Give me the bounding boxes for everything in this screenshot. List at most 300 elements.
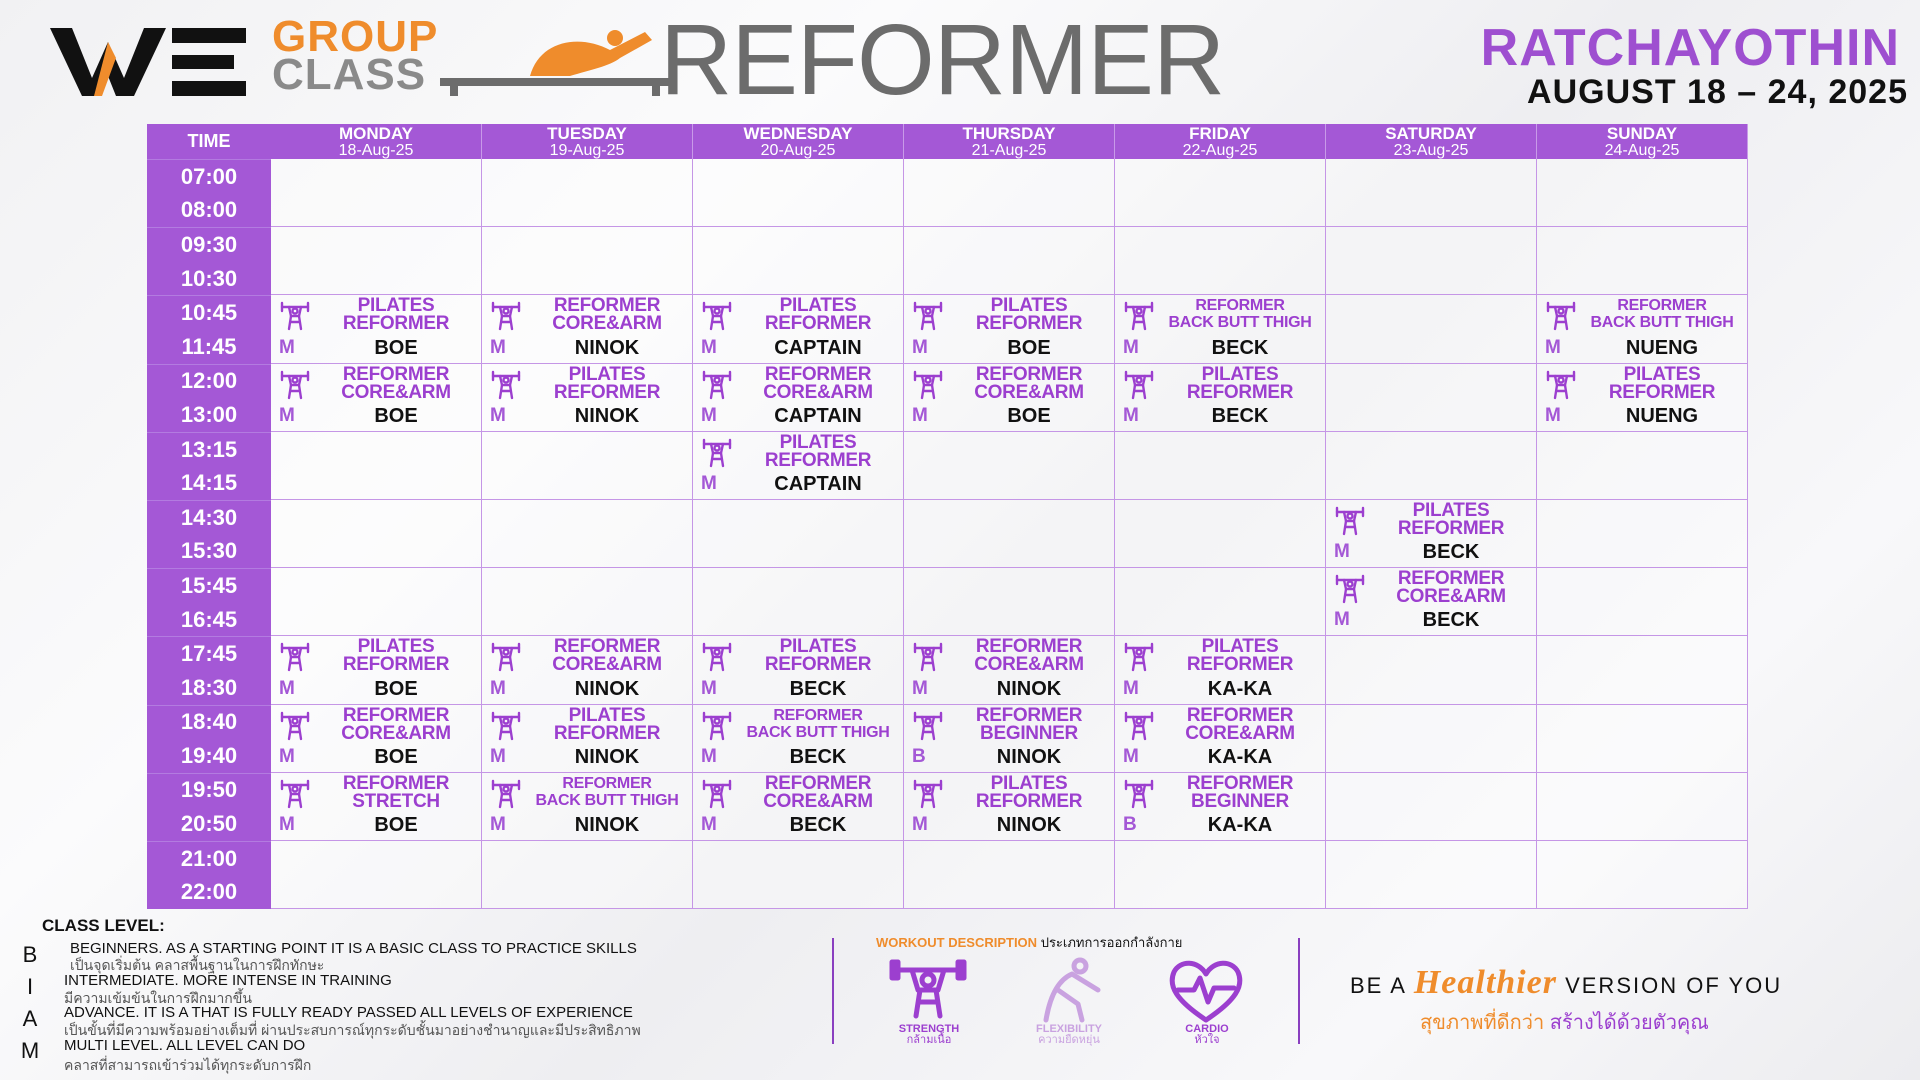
class-name-line2: BACK BUTT THIGH [1590,314,1734,332]
time-slot [147,773,271,841]
class-level: M [490,404,506,426]
class-entry[interactable] [271,705,481,772]
instructor-name: BOE [374,745,418,768]
slogan-highlight: Healthier [1413,964,1557,1001]
time-end: 14:15 [180,470,238,496]
strength-icon [912,642,944,674]
instructor-name: NINOK [574,404,640,427]
level-desc-a: ADVANCE. IT IS A THAT IS FULLY READY PASSED ALL LEVELS OF EXPERIENCE [64,1004,633,1021]
class-level: M [701,813,717,835]
instructor-name: KA-KA [1207,745,1273,768]
class-entry[interactable] [693,364,903,431]
day-name: MONDAY [339,124,413,143]
class-entry[interactable] [1115,773,1325,840]
schedule-cell [482,295,693,363]
time-slot [147,432,271,500]
class-name [1155,363,1325,403]
class-name-line2: CORE&ARM [1396,586,1506,608]
class-entry[interactable] [1115,636,1325,703]
schedule-cell [271,636,482,704]
class-name [1155,297,1325,331]
cardio-label-th: หัวใจ [1194,1034,1220,1046]
time-slot [147,364,271,432]
time-slot [147,568,271,636]
class-entry[interactable] [1537,364,1747,431]
schedule-cell [693,432,904,500]
level-desc-i-th: มีความเข้มข้นในการฝึกมากขึ้น [64,990,252,1006]
class-entry[interactable] [693,432,903,499]
class-name [522,297,692,333]
class-entry[interactable] [904,773,1114,840]
class-name-line2: BEGINNER [1191,790,1289,812]
class-name [944,638,1114,674]
time-start: 09:30 [180,231,238,257]
instructor-name: NUENG [1625,336,1699,359]
day-date: 18-Aug-25 [338,142,414,159]
class-entry[interactable] [1115,705,1325,772]
strength-label-en: STRENGTH [898,1023,960,1035]
group-word: GROUP [272,12,439,61]
time-slot [147,159,271,227]
schedule-cell [904,227,1115,295]
strength-icon [701,438,733,470]
schedule-cell [482,500,693,568]
class-name [733,638,903,674]
level-letter-a: A [22,1006,38,1031]
day-date: 22-Aug-25 [1182,142,1258,159]
schedule-cell [482,773,693,841]
class-entry[interactable] [693,773,903,840]
class-name [944,704,1114,744]
strength-icon [701,370,733,402]
class-entry[interactable] [271,364,481,431]
time-end: 19:40 [180,742,238,768]
flexibility-icon [1028,956,1108,1026]
schedule-cell [1115,364,1326,432]
schedule-cell [482,636,693,704]
slogan-pre: BE A [1350,973,1406,998]
day-date: 23-Aug-25 [1393,142,1469,159]
schedule-cell [904,500,1115,568]
class-name-line1: PILATES [779,431,857,453]
class-name-line1: REFORMER [553,295,661,317]
instructor-name: NINOK [574,336,640,359]
class-entry[interactable] [482,364,692,431]
class-name-line2: CORE&ARM [552,313,662,335]
class-name-line2: REFORMER [764,449,872,471]
time-slot [147,636,271,704]
strength-icon [1545,301,1577,333]
level-letter-i: I [26,974,34,999]
time-start: 18:40 [180,709,238,735]
reformer-title: REFORMER [660,4,1225,116]
schedule-cell [693,227,904,295]
class-level: M [701,677,717,699]
class-name [522,638,692,674]
week-dates: AUGUST 18 – 24, 2025 [1527,73,1908,111]
time-end: 20:50 [180,811,238,837]
divider [832,938,834,1044]
strength-icon [1123,642,1155,674]
class-entry[interactable] [693,705,903,772]
schedule-cell [482,568,693,636]
class-entry[interactable] [904,295,1114,362]
class-entry[interactable] [271,636,481,703]
schedule-cell [1326,500,1537,568]
day-date: 19-Aug-25 [549,142,625,159]
class-name-line1: PILATES [990,295,1068,317]
instructor-name: KA-KA [1207,813,1273,836]
schedule-cell [271,705,482,773]
instructor-name: CAPTAIN [774,472,862,495]
strength-icon [279,301,311,333]
workout-title-en: WORKOUT DESCRIPTION [876,935,1038,950]
class-level: M [1334,541,1350,563]
schedule-cell [271,432,482,500]
class-entry[interactable] [1326,500,1536,567]
class-name-line1: REFORMER [764,772,872,794]
day-name: SUNDAY [1606,124,1678,143]
class-name [1577,297,1747,331]
class-name [944,772,1114,812]
class-level: M [701,472,717,494]
class-entry[interactable] [904,364,1114,431]
time-start: 13:15 [180,436,238,462]
instructor-name: NINOK [996,813,1062,836]
group-class-wordmark [272,12,439,99]
schedule-cell [1115,568,1326,636]
instructor-name: BECK [1422,609,1480,632]
class-name [1366,570,1536,606]
class-name-line1: PILATES [1201,363,1279,385]
cardio-icon [1166,956,1246,1026]
level-desc-m-th: คลาสที่สามารถเข้าร่วมได้ทุกระดับการฝึก [64,1057,312,1073]
class-word: CLASS [272,50,427,99]
schedule-cell [904,432,1115,500]
schedule-cell [1326,364,1537,432]
class-name-line2: CORE&ARM [1185,722,1295,744]
class-level: M [1545,404,1561,426]
workout-title-th: ประเภทการออกกำลังกาย [1040,935,1183,950]
class-name [733,707,903,741]
class-name-line2: REFORMER [975,313,1083,335]
time-end: 22:00 [180,879,238,905]
class-name-line2: BACK BUTT THIGH [1168,314,1312,332]
instructor-name: NINOK [574,745,640,768]
footer [0,910,1920,1080]
class-entry[interactable] [1326,568,1536,635]
schedule-cell [482,841,693,909]
class-name-line2: CORE&ARM [974,654,1084,676]
instructor-name: NINOK [996,677,1062,700]
schedule-cell [1537,432,1748,500]
strength-icon [279,642,311,674]
level-desc-b: BEGINNERS. AS A STARTING POINT IT IS A BASIC CLASS TO PRACTICE SKILLS [70,940,637,957]
day-date: 21-Aug-25 [971,142,1047,159]
schedule-cell [1115,841,1326,909]
class-name [522,775,692,809]
schedule-cell [1537,636,1748,704]
class-name-line1: REFORMER [975,363,1083,385]
class-name-line2: BACK BUTT THIGH [746,723,890,741]
strength-icon [912,370,944,402]
class-entry[interactable] [482,295,692,362]
schedule-cell [1537,227,1748,295]
class-name [733,431,903,471]
time-end: 08:00 [180,197,238,223]
class-level: B [912,745,926,767]
schedule-cell [1326,568,1537,636]
class-entry[interactable] [1115,295,1325,362]
instructor-name: BECK [1422,541,1480,564]
class-name-line1: REFORMER [562,774,652,792]
class-name-line2: CORE&ARM [341,381,451,403]
schedule-cell [693,500,904,568]
strength-icon [279,370,311,402]
class-level: B [1123,813,1137,835]
class-name-line2: BACK BUTT THIGH [535,791,679,809]
schedule-cell [1115,636,1326,704]
strength-icon [701,779,733,811]
schedule-cell [1326,432,1537,500]
schedule-cell [1115,773,1326,841]
schedule-cell [693,841,904,909]
level-desc-m: MULTI LEVEL. ALL LEVEL CAN DO [64,1037,306,1054]
time-start: 14:30 [180,504,238,530]
day-header-friday [1115,124,1326,159]
class-level: M [490,745,506,767]
strength-icon [701,711,733,743]
class-name-line1: REFORMER [553,636,661,658]
class-level: M [701,404,717,426]
class-level: M [279,404,295,426]
instructor-name: KA-KA [1207,677,1273,700]
strength-icon [1334,574,1366,606]
schedule-cell [693,705,904,773]
class-name [944,363,1114,403]
strength-icon [912,301,944,333]
strength-icon [490,711,522,743]
cardio-label [1152,1024,1262,1046]
class-name [311,297,481,333]
level-desc-i: INTERMEDIATE. MORE INTENSE IN TRAINING [64,972,392,989]
instructor-name: BECK [789,677,847,700]
schedule-cell [693,568,904,636]
time-slot [147,841,271,909]
class-name [311,363,481,403]
class-level: M [490,336,506,358]
time-start: 10:45 [180,300,238,326]
schedule-cell [904,364,1115,432]
slogan-thai-a: สุขภาพที่ดีกว่า [1420,1012,1545,1034]
instructor-name: BOE [374,404,418,427]
schedule-cell [693,773,904,841]
time-slot [147,295,271,363]
class-name-line2: CORE&ARM [974,381,1084,403]
slogan-post: VERSION OF YOU [1565,973,1783,998]
schedule-cell [904,636,1115,704]
class-name-line1: REFORMER [773,706,863,724]
day-name: WEDNESDAY [743,124,853,143]
day-name: FRIDAY [1189,124,1251,143]
schedule-cell [693,364,904,432]
class-level: M [701,745,717,767]
class-entry[interactable] [1537,295,1747,362]
day-header-tuesday [482,124,693,159]
schedule-cell [1115,227,1326,295]
time-start: 19:50 [180,777,238,803]
flexibility-label [1014,1024,1124,1046]
strength-label [874,1024,984,1046]
time-start: 07:00 [180,163,238,189]
class-name-line2: REFORMER [975,790,1083,812]
strength-icon [701,642,733,674]
schedule-cell [1326,295,1537,363]
class-name-line1: PILATES [990,772,1068,794]
divider [1298,938,1300,1044]
class-name-line2: REFORMER [342,313,450,335]
schedule-cell [1537,500,1748,568]
instructor-name: BOE [1007,404,1051,427]
class-name-line1: PILATES [357,636,435,658]
class-name [1577,363,1747,403]
strength-icon [1123,779,1155,811]
class-entry[interactable] [693,636,903,703]
strength-icon [1123,370,1155,402]
class-name-line1: PILATES [779,636,857,658]
day-header-sunday [1537,124,1748,159]
strength-icon [1334,506,1366,538]
time-end: 18:30 [180,674,238,700]
class-name [1155,638,1325,674]
schedule-cell [1115,500,1326,568]
class-entry[interactable] [271,295,481,362]
schedule-cell [482,432,693,500]
time-start: 12:00 [180,368,238,394]
class-level: M [912,404,928,426]
schedule-cell [271,500,482,568]
class-name [1155,772,1325,812]
schedule-cell [693,636,904,704]
schedule-cell [1537,773,1748,841]
schedule-cell [904,159,1115,227]
strength-icon [490,779,522,811]
schedule-cell [482,705,693,773]
time-end: 16:45 [180,606,238,632]
class-level: M [490,677,506,699]
class-level: M [912,336,928,358]
instructor-name: NINOK [574,677,640,700]
class-entry[interactable] [904,705,1114,772]
class-name-line1: PILATES [357,295,435,317]
schedule-grid [147,124,1749,909]
cardio-label-en: CARDIO [1185,1023,1229,1035]
level-letter-m: M [20,1038,40,1063]
strength-icon [701,301,733,333]
class-name-line1: REFORMER [975,636,1083,658]
class-name [733,772,903,812]
class-name-line2: REFORMER [553,722,661,744]
class-name-line1: PILATES [1623,363,1701,385]
class-entry[interactable] [482,705,692,772]
class-level: M [1123,677,1139,699]
level-letter-b: B [22,942,38,967]
day-date: 20-Aug-25 [760,142,836,159]
class-name [733,363,903,403]
class-name-line2: CORE&ARM [763,790,873,812]
class-name-line2: CORE&ARM [552,654,662,676]
schedule-cell [1326,841,1537,909]
day-header-wednesday [693,124,904,159]
class-name-line1: PILATES [779,295,857,317]
instructor-name: NINOK [574,813,640,836]
instructor-name: BOE [374,813,418,836]
level-desc-b-th: เป็นจุดเริ่มต้น คลาสพื้นฐานในการฝึกทักษะ [70,957,325,973]
class-name-line2: REFORMER [1397,517,1505,539]
schedule-cell [482,227,693,295]
schedule-cell [904,295,1115,363]
day-header-saturday [1326,124,1537,159]
workout-description-title [876,932,1182,953]
class-name [1155,704,1325,744]
strength-icon [490,370,522,402]
class-level: M [279,745,295,767]
class-name-line1: PILATES [568,363,646,385]
class-name-line1: REFORMER [342,704,450,726]
schedule-cell [482,364,693,432]
class-entry[interactable] [271,773,481,840]
class-level: M [1123,745,1139,767]
day-name: THURSDAY [962,124,1056,143]
class-name [311,704,481,744]
class-name-line1: REFORMER [1397,568,1505,590]
class-entry[interactable] [482,773,692,840]
schedule-cell [1326,773,1537,841]
class-name-line1: PILATES [1412,499,1490,521]
class-name [1366,499,1536,539]
level-desc-a-th: เป็นขั้นที่มีความพร้อมอย่างเต็มที่ ผ่านประสบการณ์ทุกระดับชั้นมาอย่างชำนาญและมีประสิทธิภาพ [64,1022,641,1038]
class-name-line1: REFORMER [1186,772,1294,794]
strength-icon [912,779,944,811]
class-entry[interactable] [693,295,903,362]
class-name-line1: REFORMER [1195,297,1285,315]
class-level-title: CLASS LEVEL: [42,916,165,935]
schedule-cell [1537,841,1748,909]
instructor-name: BOE [374,677,418,700]
strength-icon [490,301,522,333]
class-name-line2: REFORMER [553,381,661,403]
class-level: M [1334,609,1350,631]
class-entry[interactable] [1115,364,1325,431]
schedule-cell [1326,227,1537,295]
schedule-cell [904,568,1115,636]
class-entry[interactable] [482,636,692,703]
class-name-line1: REFORMER [1186,704,1294,726]
class-entry[interactable] [904,636,1114,703]
header [0,0,1920,120]
schedule-cell [271,295,482,363]
class-name [311,772,481,812]
instructor-name: BECK [789,745,847,768]
instructor-name: CAPTAIN [774,336,862,359]
class-name-line1: PILATES [568,704,646,726]
schedule-cell [271,364,482,432]
slogan-thai [1420,1006,1709,1038]
schedule-cell [1115,295,1326,363]
strength-icon [888,956,968,1026]
schedule-cell [904,705,1115,773]
time-end: 13:00 [180,401,238,427]
